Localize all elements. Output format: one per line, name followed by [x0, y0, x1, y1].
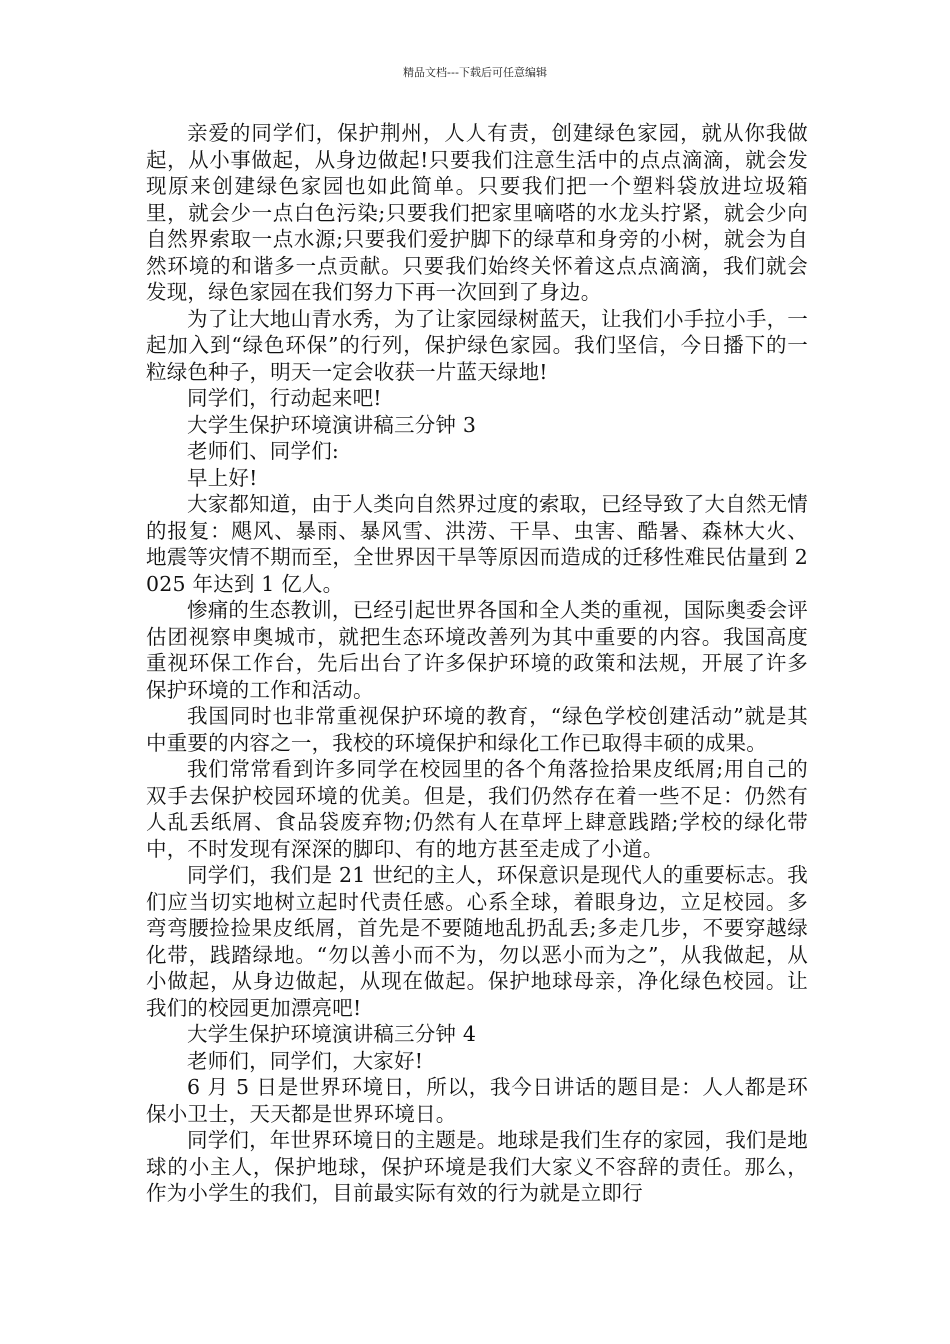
page-header: 精品文档---下载后可任意编辑	[403, 66, 547, 79]
paragraph: 我国同时也非常重视保护环境的教育，“绿色学校创建活动”就是其中重要的内容之一，我校的环境保护和绿化工作已取得丰硕的成果。	[146, 704, 808, 755]
paragraph: 6 月 5 日是世界环境日，所以，我今日讲话的题目是：人人都是环保小卫士，天天都是世界环境日。	[146, 1075, 808, 1126]
document-body	[146, 120, 808, 1207]
paragraph: 亲爱的同学们，保护荆州，人人有责，创建绿色家园，就从你我做起，从小事做起，从身边做起!只要我们注意生活中的点点滴滴，就会发现原来创建绿色家园也如此简单。只要我们把一个塑料袋放进垃圾箱里，就会少一点白色污染;只要我们把家里嘀嗒的水龙头拧紧，就会少向自然界索取一点水源;只要我们爱护脚下的绿草和身旁的小树，就会为自然环境的和谐多一点贡献。只要我们始终关怀着这点点滴滴，我们就会发现，绿色家园在我们努力下再一次回到了身边。	[146, 121, 808, 304]
paragraph: 惨痛的生态教训，已经引起世界各国和全人类的重视，国际奥委会评估团视察申奥城市，就把生态环境改善列为其中重要的内容。我国高度重视环保工作台，先后出台了许多保护环境的政策和法规，开展了许多保护环境的工作和活动。	[146, 598, 808, 702]
paragraph: 同学们，年世界环境日的主题是。地球是我们生存的家园，我们是地球的小主人，保护地球，保护环境是我们大家义不容辞的责任。那么，作为小学生的我们，目前最实际有效的行为就是立即行	[146, 1128, 808, 1205]
paragraph: 同学们，行动起来吧!	[187, 386, 382, 410]
section-title: 大学生保护环境演讲稿三分钟 3	[187, 412, 477, 437]
section-title: 大学生保护环境演讲稿三分钟 4	[187, 1022, 477, 1046]
greeting: 早上好!	[187, 465, 258, 490]
paragraph: 大家都知道，由于人类向自然界过度的索取，已经导致了大自然无情的报复：飓风、暴雨、暴风雪、洪涝、干旱、虫害、酷暑、森林大火、地震等灾情不期而至，全世界因干旱等原因而造成的迁移性难民估量到 2025 年达到 1 亿人。	[146, 492, 808, 596]
paragraph: 为了让大地山青水秀，为了让家园绿树蓝天，让我们小手拉小手，一起加入到“绿色环保”的行列，保护绿色家园。我们坚信，今日播下的一粒绿色种子，明天一定会收获一片蓝天绿地!	[146, 306, 808, 384]
paragraph: 我们常常看到许多同学在校园里的各个角落捡拾果皮纸屑;用自己的双手去保护校园环境的优美。但是，我们仍然存在着一些不足：仍然有人乱丢纸屑、食品袋废弃物;仍然有人在草坪上肆意践踏;学校的绿化带中，不时发现有深深的脚印、有的地方甚至走成了小道。	[146, 757, 808, 861]
salutation: 老师们，同学们，大家好!	[187, 1048, 424, 1073]
paragraph: 同学们，我们是 21 世纪的主人，环保意识是现代人的重要标志。我们应当切实地树立起时代责任感。心系全球，着眼身边，立足校园。多弯弯腰捡捡果皮纸屑，首先是不要随地乱扔乱丢;多走几步，不要穿越绿化带，践踏绿地。“勿以善小而不为，勿以恶小而为之”，从我做起，从小做起，从身边做起，从现在做起。保护地球母亲，净化绿色校园。让我们的校园更加漂亮吧!	[146, 863, 808, 1020]
salutation: 老师们、同学们:	[187, 439, 340, 463]
